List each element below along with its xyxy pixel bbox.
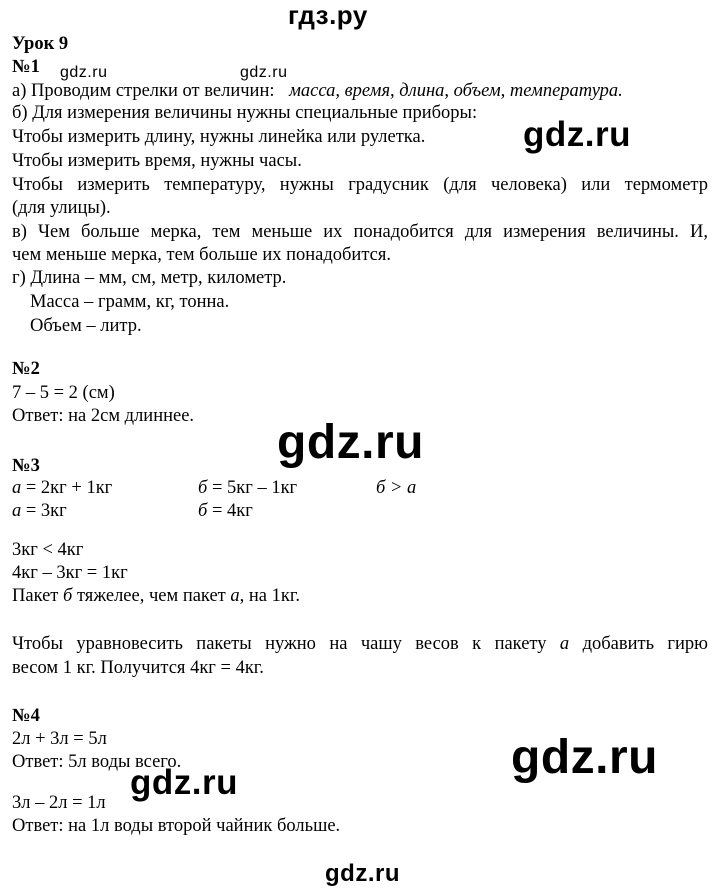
ex1-b-line3b: (для улицы). — [12, 198, 111, 218]
ex3-row1-col2 — [198, 477, 297, 499]
ex1-g-line3: Объем – литр. — [30, 316, 142, 336]
ex3-bal-text: добавить гирю — [569, 634, 708, 654]
ex3-bal-text: Чтобы уравновесить пакеты нужно на чашу весов к пакету — [12, 634, 560, 654]
ex3-difference: 4кг – 3кг = 1кг — [12, 563, 128, 583]
ex3-var-b: б — [198, 501, 208, 521]
ex1-v-line1: в) Чем больше мерка, тем меньше их понадобится для измерения величины. И, — [12, 222, 708, 242]
ex1-v-line2: чем меньше мерка, тем больше их понадобится. — [12, 245, 391, 265]
ex2-calc: 7 – 5 = 2 (см) — [12, 383, 115, 403]
watermark-large: gdz.ru — [277, 416, 424, 469]
ex3-row1-col3: б > а — [376, 478, 417, 498]
ex3-conclusion — [12, 585, 300, 607]
ex1-g-line2: Масса – грамм, кг, тонна. — [30, 292, 230, 312]
watermark-small: gdz.ru — [60, 64, 108, 81]
lesson-title: Урок 9 — [12, 34, 69, 54]
ex1-b-line1: Чтобы измерить длину, нужны линейка или рулетка. — [12, 127, 426, 147]
ex3-expr: = 4кг — [207, 501, 253, 521]
ex3-var-b: б — [63, 586, 73, 606]
watermark-footer: gdz.ru — [325, 860, 400, 887]
ex1-g-line1: г) Длина – мм, см, метр, километр. — [12, 268, 287, 288]
ex3-compare: 3кг < 4кг — [12, 540, 84, 560]
ex3-var-b: б — [198, 478, 208, 498]
watermark-medium: gdz.ru — [523, 115, 631, 154]
ex3-expr: = 3кг — [21, 501, 67, 521]
ex1-a-items: масса, время, длина, объем, температура. — [289, 81, 623, 101]
ex4-calc2: 3л – 2л = 1л — [12, 793, 106, 813]
ex3-balance-line2: весом 1 кг. Получится 4кг = 4кг. — [12, 658, 264, 678]
ex3-var-a: а — [559, 634, 570, 654]
ex1-part-a — [12, 80, 623, 102]
ex4-answer2: Ответ: на 1л воды второй чайник больше. — [12, 816, 341, 836]
ex1-b-intro: б) Для измерения величины нужны специальные приборы: — [12, 103, 478, 123]
exercise-2-number: №2 — [12, 359, 40, 379]
ex4-answer1: Ответ: 5л воды всего. — [12, 752, 182, 772]
ex3-var-a: а — [12, 501, 22, 521]
ex3-expr: = 5кг – 1кг — [207, 478, 298, 498]
ex1-b-line3a: Чтобы измерить температуру, нужны градусник (для человека) или термометр — [12, 175, 708, 195]
ex1-b-line2: Чтобы измерить время, нужны часы. — [12, 151, 302, 171]
ex3-row2-col1 — [12, 500, 67, 522]
site-header: гдз.ру — [288, 0, 368, 30]
watermark-large: gdz.ru — [511, 731, 658, 784]
ex3-conc-text: тяжелее, чем пакет — [72, 586, 231, 606]
ex3-balance-line1 — [12, 633, 708, 655]
ex1-a-prefix: а) Проводим стрелки от величин: — [12, 81, 275, 101]
ex3-expr: = 2кг + 1кг — [21, 478, 113, 498]
watermark-medium: gdz.ru — [130, 763, 238, 802]
ex3-row1-col1 — [12, 477, 112, 499]
ex3-row2-col2 — [198, 500, 253, 522]
ex3-conc-text: Пакет — [12, 586, 64, 606]
ex3-var-a: а — [12, 478, 22, 498]
exercise-3-number: №3 — [12, 456, 40, 476]
exercise-4-number: №4 — [12, 706, 40, 726]
exercise-1-number: №1 — [12, 57, 40, 77]
ex2-answer: Ответ: на 2см длиннее. — [12, 406, 195, 426]
ex3-var-a: а — [230, 586, 240, 606]
ex4-calc1: 2л + 3л = 5л — [12, 729, 107, 749]
watermark-small: gdz.ru — [240, 64, 288, 81]
ex3-conc-text: , на 1кг. — [239, 586, 300, 606]
